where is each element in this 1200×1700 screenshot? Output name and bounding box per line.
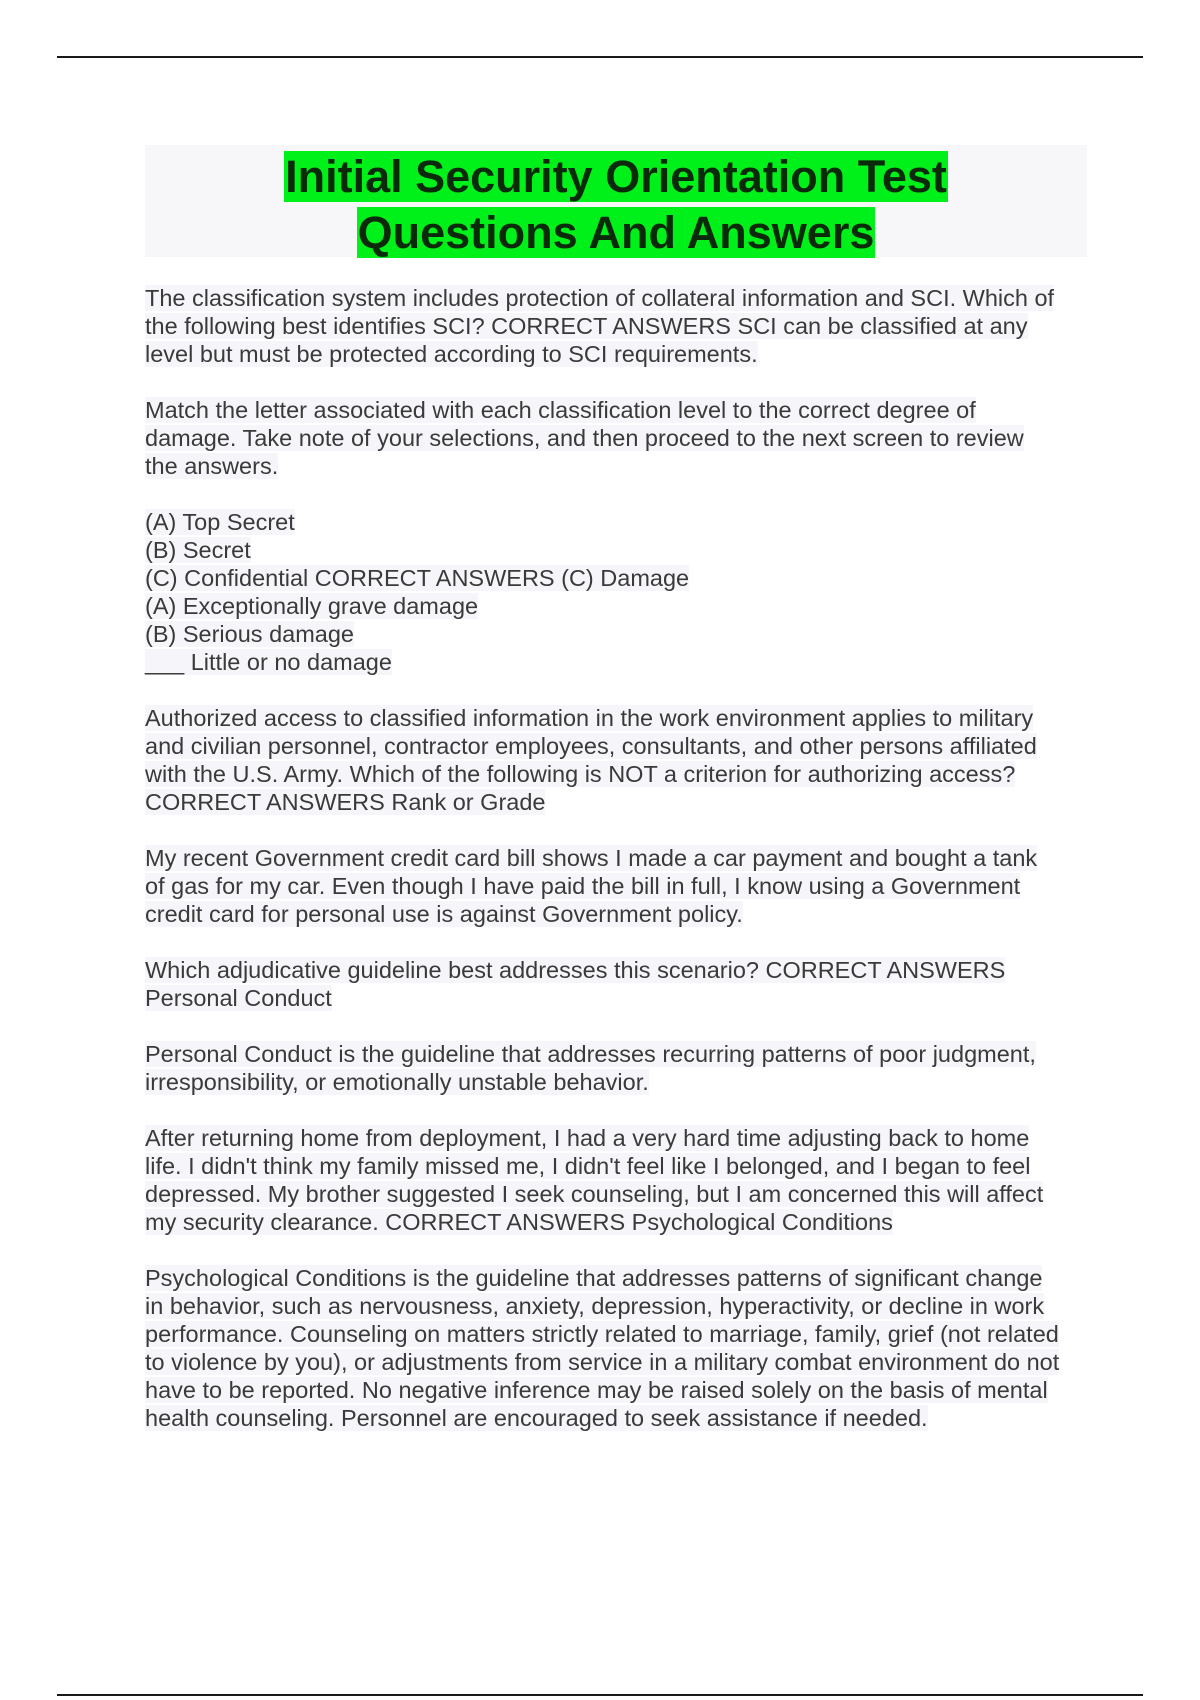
- paragraph: [145, 284, 1095, 368]
- text-line-content: Personal Conduct: [145, 985, 332, 1011]
- text-line: [145, 592, 1095, 620]
- text-line: [145, 620, 1095, 648]
- text-line: [145, 984, 1095, 1012]
- paragraph: [145, 1040, 1095, 1096]
- text-line: [145, 900, 1095, 928]
- text-line: [145, 1348, 1095, 1376]
- text-line-content: depressed. My brother suggested I seek counseling, but I am concerned this will affect: [145, 1181, 1044, 1207]
- text-line-content: Personal Conduct is the guideline that addresses recurring patterns of poor judgment,: [145, 1041, 1036, 1067]
- text-line: [145, 956, 1095, 984]
- text-line-content: to violence by you), or adjustments from service in a military combat environment do not: [145, 1349, 1060, 1375]
- text-line: [145, 1292, 1095, 1320]
- paragraph: [145, 508, 1095, 676]
- text-line-content: (A) Exceptionally grave damage: [145, 593, 479, 619]
- title-line-1: Initial Security Orientation Test: [285, 151, 947, 202]
- text-line: [145, 872, 1095, 900]
- text-line: [145, 732, 1095, 760]
- text-line: [145, 1152, 1095, 1180]
- title-block: [145, 145, 1087, 257]
- paragraph: [145, 1264, 1095, 1432]
- paragraph: [145, 844, 1095, 928]
- text-line-content: my security clearance. CORRECT ANSWERS Psychological Conditions: [145, 1209, 893, 1235]
- text-line-content: ___ Little or no damage: [145, 649, 392, 675]
- text-line-content: of gas for my car. Even though I have paid the bill in full, I know using a Government: [145, 873, 1021, 899]
- text-line-content: My recent Government credit card bill shows I made a car payment and bought a tank: [145, 845, 1038, 871]
- text-line-content: damage. Take note of your selections, and then proceed to the next screen to review: [145, 425, 1024, 451]
- text-line-content: Psychological Conditions is the guideline that addresses patterns of significant change: [145, 1265, 1043, 1291]
- paragraph: [145, 956, 1095, 1012]
- text-line-content: life. I didn't think my family missed me, I didn't feel like I belonged, and I began to feel: [145, 1153, 1031, 1179]
- text-line: [145, 1404, 1095, 1432]
- text-line-content: (A) Top Secret: [145, 509, 295, 535]
- text-line-content: health counseling. Personnel are encouraged to seek assistance if needed.: [145, 1405, 928, 1431]
- text-line-content: CORRECT ANSWERS Rank or Grade: [145, 789, 546, 815]
- document-body: [145, 284, 1095, 1460]
- text-line: [145, 788, 1095, 816]
- text-line: [145, 1040, 1095, 1068]
- text-line-content: with the U.S. Army. Which of the following is NOT a criterion for authorizing access?: [145, 761, 1016, 787]
- text-line: [145, 1180, 1095, 1208]
- text-line: [145, 536, 1095, 564]
- text-line: [145, 760, 1095, 788]
- text-line-content: Authorized access to classified information in the work environment applies to military: [145, 705, 1034, 731]
- text-line: [145, 1208, 1095, 1236]
- text-line-content: The classification system includes protection of collateral information and SCI. Which of: [145, 285, 1055, 311]
- text-line: [145, 648, 1095, 676]
- text-line: [145, 1376, 1095, 1404]
- text-line-content: and civilian personnel, contractor employees, consultants, and other persons affiliated: [145, 733, 1037, 759]
- text-line-content: After returning home from deployment, I had a very hard time adjusting back to home: [145, 1125, 1030, 1151]
- text-line-content: performance. Counseling on matters strictly related to marriage, family, grief (not related: [145, 1321, 1059, 1347]
- paragraph: [145, 704, 1095, 816]
- text-line: [145, 1068, 1095, 1096]
- text-line: [145, 704, 1095, 732]
- text-line-content: the answers.: [145, 453, 279, 479]
- paragraph: [145, 1124, 1095, 1236]
- text-line: [145, 508, 1095, 536]
- title-line-2: Questions And Answers: [357, 207, 875, 258]
- text-line-content: Match the letter associated with each classification level to the correct degree of: [145, 397, 976, 423]
- text-line-content: the following best identifies SCI? CORRECT ANSWERS SCI can be classified at any: [145, 313, 1028, 339]
- text-line: [145, 424, 1095, 452]
- text-line-content: (B) Serious damage: [145, 621, 354, 647]
- document-title: [145, 145, 1087, 261]
- text-line-content: credit card for personal use is against Government policy.: [145, 901, 743, 927]
- paragraph: [145, 396, 1095, 480]
- text-line-content: Which adjudicative guideline best addresses this scenario? CORRECT ANSWERS: [145, 957, 1006, 983]
- text-line-content: (C) Confidential CORRECT ANSWERS (C) Damage: [145, 565, 690, 591]
- text-line: [145, 564, 1095, 592]
- text-line-content: have to be reported. No negative inference may be raised solely on the basis of mental: [145, 1377, 1048, 1403]
- text-line-content: in behavior, such as nervousness, anxiety, depression, hyperactivity, or decline in work: [145, 1293, 1045, 1319]
- text-line-content: (B) Secret: [145, 537, 251, 563]
- bottom-rule: [57, 1694, 1143, 1696]
- text-line: [145, 452, 1095, 480]
- top-rule: [57, 56, 1143, 58]
- text-line: [145, 396, 1095, 424]
- text-line: [145, 1320, 1095, 1348]
- text-line: [145, 284, 1095, 312]
- text-line: [145, 312, 1095, 340]
- text-line: [145, 340, 1095, 368]
- text-line: [145, 844, 1095, 872]
- text-line: [145, 1124, 1095, 1152]
- text-line-content: irresponsibility, or emotionally unstable behavior.: [145, 1069, 649, 1095]
- text-line-content: level but must be protected according to SCI requirements.: [145, 341, 758, 367]
- text-line: [145, 1264, 1095, 1292]
